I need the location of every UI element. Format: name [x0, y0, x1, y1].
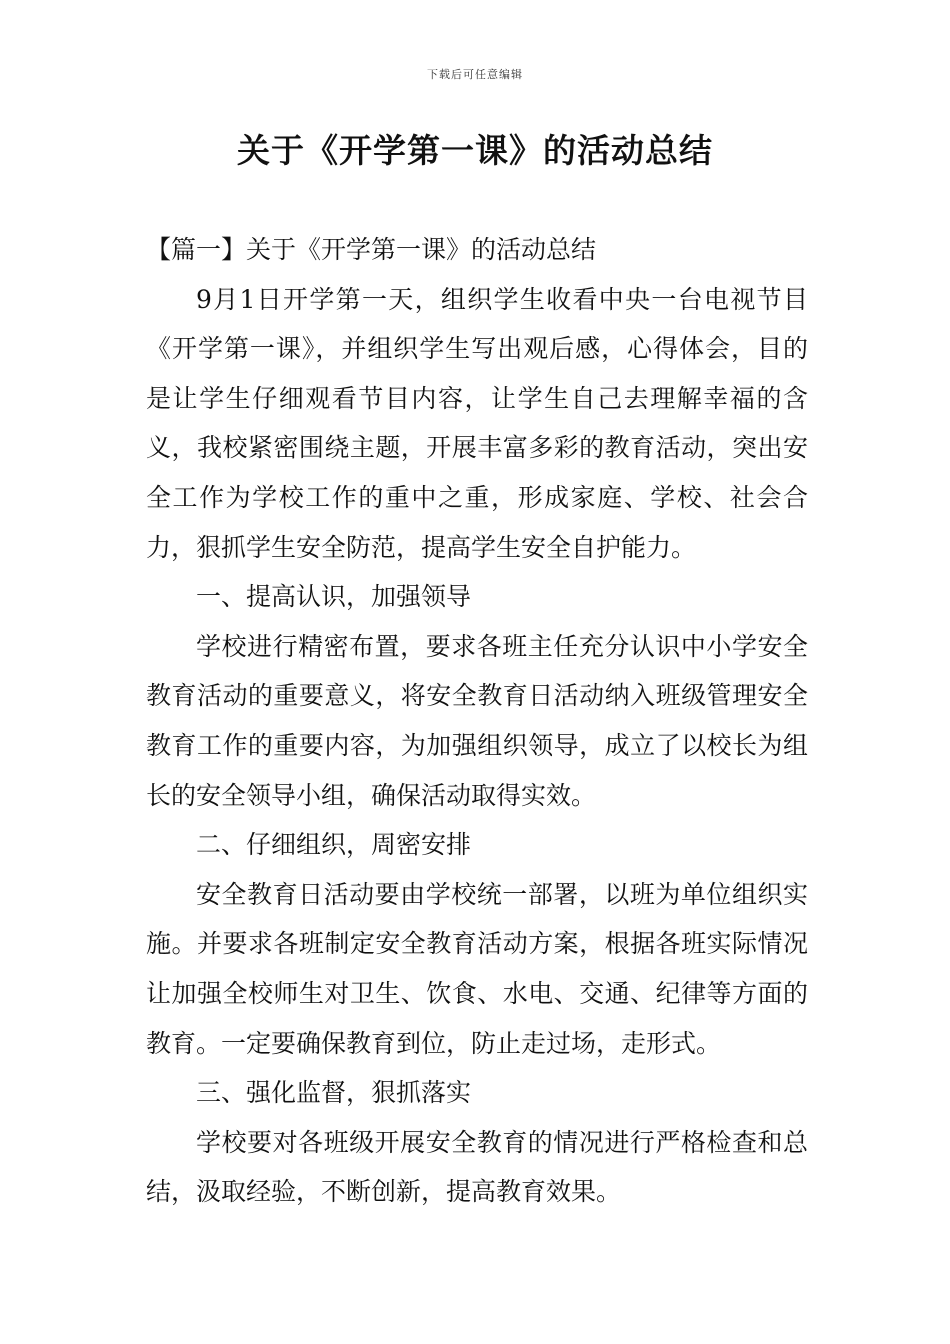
subheading-3: 三、强化监督，狠抓落实 [196, 1078, 472, 1108]
document-title: 关于《开学第一课》的活动总结 [237, 131, 713, 170]
paragraph-3: 学校要对各班级开展安全教育的情况进行严格检查和总结，汲取经验，不断创新，提高教育效果。 [146, 1127, 808, 1207]
document-body [146, 225, 808, 1217]
paragraph-1: 学校进行精密布置，要求各班主任充分认识中小学安全教育活动的重要意义，将安全教育日活动纳入班级管理安全教育工作的重要内容，为加强组织领导，成立了以校长为组长的安全领导小组，确保活动取得实效。 [146, 631, 808, 810]
section-heading: 【篇一】关于《开学第一课》的活动总结 [146, 235, 597, 264]
header-note: 下载后可任意编辑 [427, 68, 523, 81]
intro-paragraph: 9月1日开学第一天，组织学生收看中央一台电视节目《开学第一课》，并组织学生写出观后感，心得体会，目的是让学生仔细观看节目内容，让学生自己去理解幸福的含义，我校紧密围绕主题，开展丰富多彩的教育活动，突出安全工作为学校工作的重中之重，形成家庭、学校、社会合力，狠抓学生安全防范，提高学生安全自护能力。 [146, 284, 808, 562]
paragraph-2: 安全教育日活动要由学校统一部署，以班为单位组织实施。并要求各班制定安全教育活动方案，根据各班实际情况让加强全校师生对卫生、饮食、水电、交通、纪律等方面的教育。一定要确保教育到位，防止走过场，走形式。 [146, 879, 808, 1058]
subheading-2: 二、仔细组织，周密安排 [196, 830, 472, 860]
subheading-1: 一、提高认识，加强领导 [196, 582, 472, 612]
